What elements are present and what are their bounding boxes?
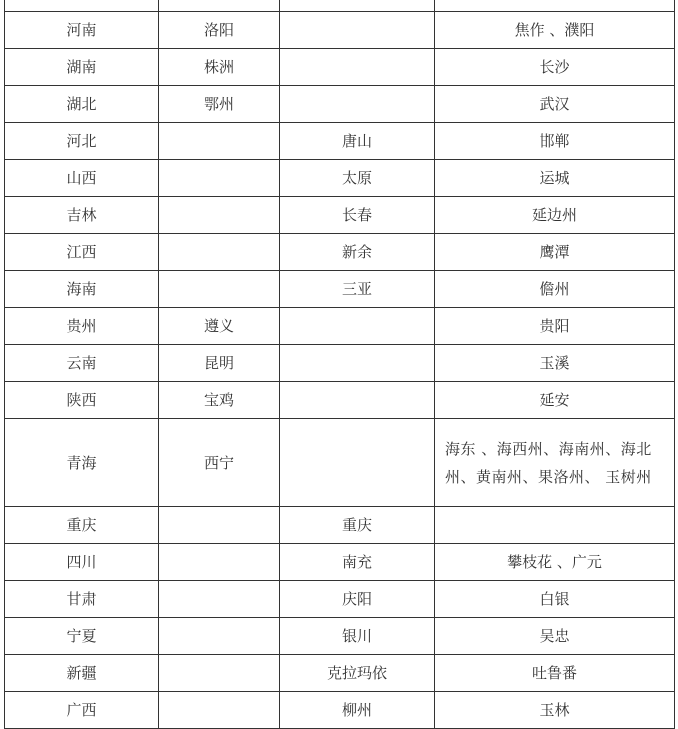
city-column-4-cell: 邯郸 [435,123,675,160]
city-column-3-cell: 银川 [280,618,435,655]
city-column-3-cell [280,419,435,507]
province-cell: 湖南 [5,49,159,86]
city-column-4-cell [435,0,675,12]
city-column-3-cell [280,382,435,419]
city-column-2-cell: 西宁 [159,419,280,507]
table-row [5,692,675,729]
city-column-2-cell [159,618,280,655]
city-column-4-cell: 运城 [435,160,675,197]
city-column-2-cell [159,197,280,234]
city-column-4-cell: 延安 [435,382,675,419]
city-column-3-cell: 柳州 [280,692,435,729]
city-column-2-cell [159,271,280,308]
province-cell: 重庆 [5,507,159,544]
city-column-2-cell: 昆明 [159,345,280,382]
table-row [5,581,675,618]
table-row [5,419,675,507]
city-column-2-cell: 宝鸡 [159,382,280,419]
city-column-3-cell: 新余 [280,234,435,271]
table-row [5,618,675,655]
city-column-2-cell [159,234,280,271]
province-cell: 湖北 [5,86,159,123]
city-column-2-cell: 株洲 [159,49,280,86]
province-cell: 河南 [5,12,159,49]
city-column-2-cell [159,692,280,729]
city-column-4-cell: 玉溪 [435,345,675,382]
city-column-3-cell: 唐山 [280,123,435,160]
city-column-3-cell: 克拉玛依 [280,655,435,692]
city-column-2-cell [159,160,280,197]
city-column-3-cell: 三亚 [280,271,435,308]
city-column-3-cell [280,49,435,86]
province-cell: 河北 [5,123,159,160]
city-column-4-cell: 吴忠 [435,618,675,655]
table-row [5,197,675,234]
city-column-2-cell [159,0,280,12]
city-column-4-cell: 攀枝花 、广元 [435,544,675,581]
province-cell: 山西 [5,160,159,197]
city-column-3-cell [280,308,435,345]
city-column-4-cell: 海东 、海西州、海南州、海北州、黄南州、果洛州、 玉树州 [435,419,675,507]
city-column-2-cell [159,544,280,581]
city-column-2-cell [159,581,280,618]
city-column-4-cell: 吐鲁番 [435,655,675,692]
table-row [5,0,675,12]
city-column-3-cell [280,345,435,382]
city-column-2-cell [159,507,280,544]
city-column-4-cell: 鹰潭 [435,234,675,271]
province-cell: 江西 [5,234,159,271]
table-row [5,345,675,382]
province-cell: 云南 [5,345,159,382]
province-cell: 四川 [5,544,159,581]
city-column-2-cell [159,123,280,160]
table-row [5,308,675,345]
table-row [5,655,675,692]
table-row [5,544,675,581]
city-column-4-cell: 玉林 [435,692,675,729]
city-column-4-cell [435,507,675,544]
table-row [5,234,675,271]
table-row [5,49,675,86]
city-column-4-cell: 长沙 [435,49,675,86]
city-column-3-cell: 太原 [280,160,435,197]
province-cell: 海南 [5,271,159,308]
province-cell: 宁夏 [5,618,159,655]
city-column-2-cell: 遵义 [159,308,280,345]
city-column-3-cell [280,12,435,49]
province-cell: 新疆 [5,655,159,692]
city-table [4,0,675,729]
table-row [5,271,675,308]
province-cell: 贵州 [5,308,159,345]
province-cell: 甘肃 [5,581,159,618]
city-column-4-cell: 白银 [435,581,675,618]
city-column-3-cell [280,0,435,12]
city-column-3-cell: 庆阳 [280,581,435,618]
city-table-container [4,0,675,729]
city-column-2-cell [159,655,280,692]
city-column-3-cell: 长春 [280,197,435,234]
province-cell: 青海 [5,419,159,507]
city-column-4-cell: 延边州 [435,197,675,234]
table-row [5,382,675,419]
city-column-2-cell: 鄂州 [159,86,280,123]
city-column-3-cell: 南充 [280,544,435,581]
city-column-3-cell [280,86,435,123]
city-column-3-cell: 重庆 [280,507,435,544]
table-row [5,507,675,544]
province-cell: 吉林 [5,197,159,234]
province-cell: 广西 [5,692,159,729]
table-row [5,12,675,49]
city-column-4-cell: 贵阳 [435,308,675,345]
city-column-2-cell: 洛阳 [159,12,280,49]
table-row [5,123,675,160]
city-column-4-cell: 儋州 [435,271,675,308]
table-row [5,160,675,197]
city-column-4-cell: 武汉 [435,86,675,123]
province-cell: 陕西 [5,382,159,419]
province-cell [5,0,159,12]
city-column-4-cell: 焦作 、濮阳 [435,12,675,49]
table-row [5,86,675,123]
